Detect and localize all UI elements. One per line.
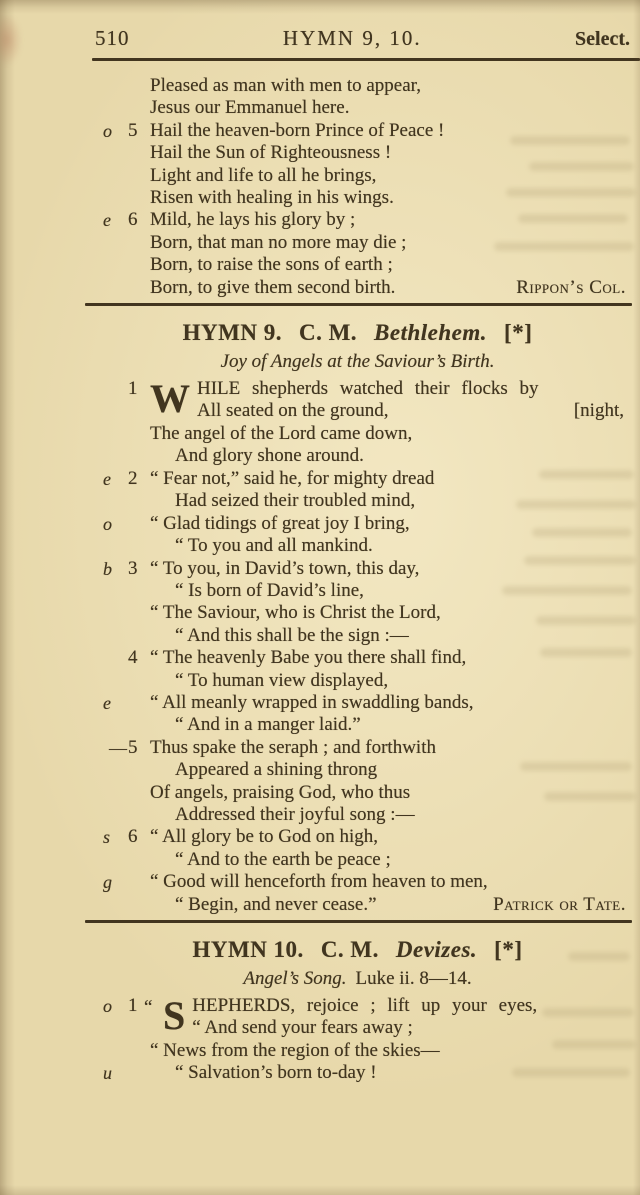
page-edge-right <box>633 0 640 1195</box>
header-rule <box>92 58 640 61</box>
line-text: “ The Saviour, who is Christ the Lord, <box>150 602 441 624</box>
line-text: Born, to give them second birth. <box>150 276 396 298</box>
dropcap-letter: S <box>163 993 186 1038</box>
hymn-line <box>85 759 632 781</box>
turnover-word: [night, <box>573 400 624 422</box>
line-text: “ Good will henceforth from heaven to men, <box>150 871 488 893</box>
line-text: “ To human view displayed, <box>175 669 389 691</box>
hymn-line <box>85 142 632 164</box>
hymn-line <box>85 232 632 254</box>
line-text: And glory shone around. <box>175 445 364 467</box>
opening-quote: “ <box>144 997 153 1018</box>
hymn-line <box>85 670 632 692</box>
line-text: Of angels, praising God, who thus <box>150 781 411 803</box>
expression-marker: o <box>103 513 112 534</box>
hymn9-meter: C. M. <box>298 320 358 346</box>
verse-number: 5 <box>128 736 138 758</box>
verse-number: 1 <box>128 995 138 1016</box>
line-text: Risen with healing in his wings. <box>150 187 394 209</box>
line-text: Appeared a shining throng <box>175 759 378 781</box>
line-text: “ Is born of David’s line, <box>175 579 364 601</box>
page-edge-bottom <box>0 1185 640 1195</box>
line-text: “ To you and all mankind. <box>175 535 373 557</box>
verse-opening-with-dropcap <box>85 995 632 1040</box>
hymn-line: All seated on the ground, <box>197 400 389 422</box>
line-text: “ Glad tidings of great joy I bring, <box>150 512 410 534</box>
hymn10-mark: [*] <box>494 937 523 962</box>
hymn-line <box>85 209 632 231</box>
hymn-line <box>85 871 632 893</box>
attribution: Rippon’s Col. <box>516 276 626 298</box>
verse-number: 6 <box>128 209 138 231</box>
expression-marker: u <box>103 1063 112 1084</box>
hymn9-lines <box>85 378 632 916</box>
line-text: “ And this shall be the sign :— <box>175 624 409 646</box>
line-text: Born, to raise the sons of earth ; <box>150 254 393 276</box>
expression-marker: s <box>103 827 111 848</box>
line-text: “ To you, in David’s town, this day, <box>150 557 420 579</box>
hymn10-lines <box>85 995 632 1085</box>
corner-smudge <box>0 14 22 66</box>
attribution: Patrick or Tate. <box>493 893 626 915</box>
expression-marker: o <box>103 120 112 141</box>
line-text: Born, that man no more may die ; <box>150 231 407 253</box>
hymn-line <box>85 1062 632 1084</box>
hymn9-number: HYMN 9. <box>182 320 282 346</box>
hymn-line <box>85 1040 632 1062</box>
expression-marker: b <box>103 558 112 579</box>
running-head <box>95 26 630 51</box>
hymn-line <box>85 737 632 759</box>
hymn-line <box>85 187 632 209</box>
hymn-line <box>85 826 632 848</box>
hymn-line <box>85 692 632 714</box>
line-text: “ All meanly wrapped in swaddling bands, <box>150 691 474 713</box>
line-text: “ Begin, and never cease.” <box>175 893 377 915</box>
hymn-line <box>85 165 632 187</box>
verse-opening-with-dropcap <box>85 378 632 423</box>
hymn-line <box>85 535 632 557</box>
verse-number: 6 <box>128 826 138 848</box>
expression-marker: g <box>103 872 112 893</box>
hymn-line <box>85 75 632 97</box>
hymn-line <box>85 120 632 142</box>
hymn10-scripture-ref: Luke ii. 8—14. <box>355 968 472 989</box>
line-text: “ All glory be to God on high, <box>150 826 378 848</box>
hymn-line <box>85 647 632 669</box>
line-text: “ News from the region of the skies— <box>150 1040 440 1061</box>
line-text: The angel of the Lord came down, <box>150 423 413 445</box>
hymn-line <box>85 97 632 119</box>
line-text: Hail the heaven-born Prince of Peace ! <box>150 119 445 141</box>
hymn10-tune: Devizes. <box>395 937 478 962</box>
hymn-line <box>85 513 632 535</box>
hymn-line <box>85 490 632 512</box>
line-text: Light and life to all he brings, <box>150 164 377 186</box>
dropcap-lines <box>163 995 632 1040</box>
section-rule-2 <box>85 920 632 923</box>
hymn-line <box>85 445 632 467</box>
hymn-line <box>85 558 632 580</box>
running-title: HYMN 9, 10. <box>282 26 422 50</box>
page-edge-left <box>0 0 15 1195</box>
verse-number: 5 <box>128 119 138 141</box>
hymn10-subtitle <box>85 968 630 990</box>
hymn-line: HEPHERDS, rejoice ; lift up your eyes, <box>192 995 538 1016</box>
line-text: Jesus our Emmanuel here. <box>150 97 350 119</box>
hymn-line <box>85 782 632 804</box>
line-text: “ Fear not,” said he, for mighty dread <box>150 467 435 489</box>
hymn-line <box>85 625 632 647</box>
hymn-line <box>85 894 632 916</box>
verse-number: 3 <box>128 557 138 579</box>
verse-number: 1 <box>128 378 138 400</box>
hymn-line <box>85 580 632 602</box>
hymn-line <box>85 254 632 276</box>
line-text: “ And to the earth be peace ; <box>175 848 391 870</box>
page-number: 510 <box>95 26 130 50</box>
verse-number: 2 <box>128 467 138 489</box>
section-rule-1 <box>85 303 632 306</box>
line-text: “ The heavenly Babe you there shall find, <box>150 647 467 669</box>
hymn-line <box>85 804 632 826</box>
hymn10-number: HYMN 10. <box>192 937 304 962</box>
hymn9-subtitle-text: Joy of Angels at the Saviour’s Birth. <box>220 351 495 373</box>
hymn10-meter: C. M. <box>320 937 379 962</box>
line-text: Mild, he lays his glory by ; <box>150 209 356 231</box>
hymn10-subtitle-text: Angel’s Song. <box>243 968 347 989</box>
hymn9-heading <box>85 318 630 348</box>
hymn-line: HILE shepherds watched their flocks by <box>197 378 539 400</box>
expression-marker: e <box>103 210 111 231</box>
hymn-line <box>85 714 632 736</box>
expression-marker: o <box>103 996 112 1016</box>
dropcap-letter: W <box>150 376 190 422</box>
hymn9-subtitle <box>85 351 630 373</box>
line-text: “ Salvation’s born to-day ! <box>175 1062 377 1084</box>
hymn9-mark: [*] <box>504 320 533 346</box>
verse-number: 4 <box>128 647 138 669</box>
hymn-line <box>85 849 632 871</box>
section-label: Select. <box>575 28 630 50</box>
hymn-line <box>85 277 632 299</box>
line-text: “ And in a manger laid.” <box>175 714 361 736</box>
expression-marker: e <box>103 468 111 489</box>
expression-marker: e <box>103 692 111 713</box>
line-text: Thus spake the seraph ; and forthwith <box>150 736 436 758</box>
previous-hymn-lines <box>85 75 632 299</box>
line-text: Addressed their joyful song :— <box>175 803 415 825</box>
line-text: Pleased as man with men to appear, <box>150 75 421 96</box>
dropcap-lines <box>150 378 632 423</box>
hymn-line: “ And send your fears away ; <box>192 1017 413 1039</box>
page-edge-top <box>0 0 640 14</box>
hymn-line <box>85 602 632 624</box>
line-text: Had seized their troubled mind, <box>175 490 416 512</box>
hymn-line <box>85 468 632 490</box>
hymn9-tune: Bethlehem. <box>374 320 488 346</box>
line-text: Hail the Sun of Righteousness ! <box>150 142 392 164</box>
expression-marker: — <box>109 737 127 758</box>
hymn10-heading <box>85 935 630 965</box>
hymn-line <box>85 423 632 445</box>
